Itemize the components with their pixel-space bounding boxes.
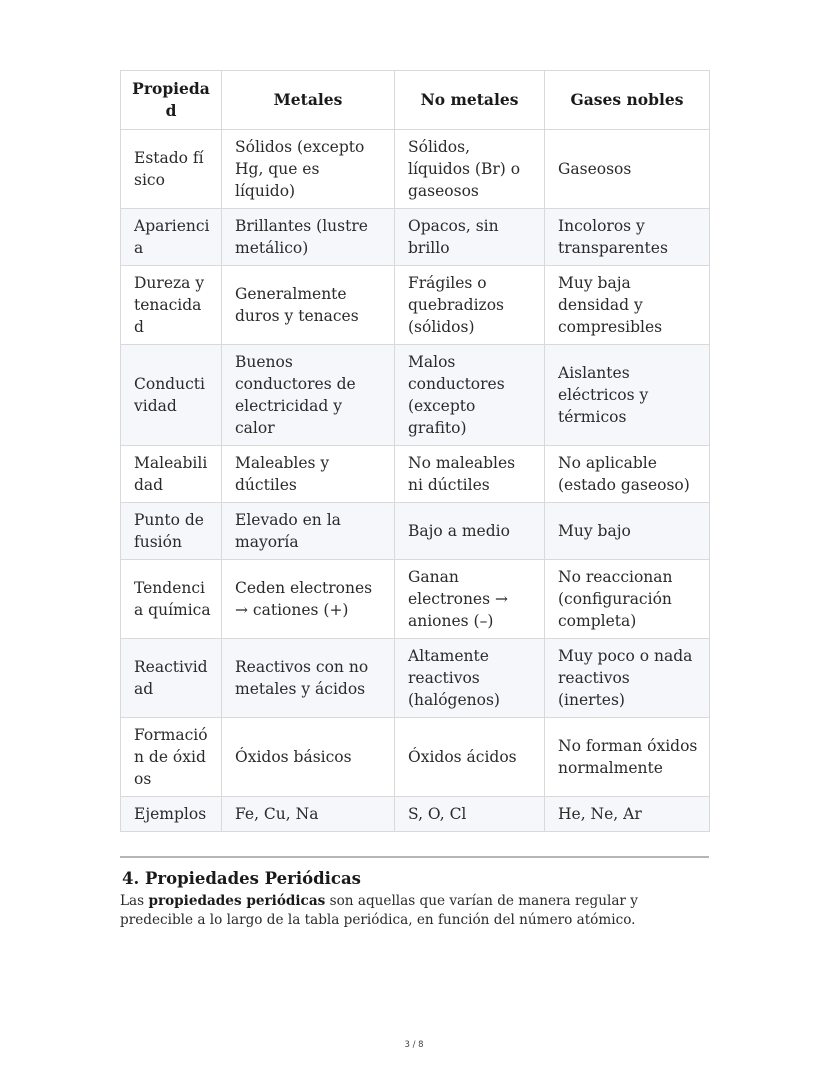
table-row bbox=[121, 639, 710, 718]
table-row bbox=[121, 446, 710, 503]
para-rest: son aquellas que varían de manera regular y predecible a lo largo de la tabla periódica, en función del número atómico. bbox=[120, 893, 638, 928]
gases-nobles-cell: Aislantes eléctricos y térmicos bbox=[545, 345, 710, 446]
gases-nobles-cell: Incoloros y transparentes bbox=[545, 209, 710, 266]
property-cell: Maleabilidad bbox=[121, 446, 222, 503]
property-cell: Formación de óxidos bbox=[121, 718, 222, 797]
table-row bbox=[121, 209, 710, 266]
property-cell: Estado físico bbox=[121, 130, 222, 209]
gases-nobles-cell: Muy baja densidad y compresibles bbox=[545, 266, 710, 345]
table-row bbox=[121, 345, 710, 446]
para-prefix: Las bbox=[120, 893, 149, 909]
property-cell: Reactividad bbox=[121, 639, 222, 718]
properties-comparison-table bbox=[120, 70, 710, 832]
metales-cell: Maleables y dúctiles bbox=[222, 446, 395, 503]
no-metales-cell: Opacos, sin brillo bbox=[395, 209, 545, 266]
property-cell: Punto de fusión bbox=[121, 503, 222, 560]
metales-cell: Fe, Cu, Na bbox=[222, 797, 395, 832]
table-header-row bbox=[121, 71, 710, 130]
gases-nobles-cell: No forman óxidos normalmente bbox=[545, 718, 710, 797]
table-row bbox=[121, 130, 710, 209]
no-metales-cell: No maleables ni dúctiles bbox=[395, 446, 545, 503]
para-bold-term: propiedades periódicas bbox=[148, 893, 326, 909]
gases-nobles-cell: He, Ne, Ar bbox=[545, 797, 710, 832]
gases-nobles-cell: Muy bajo bbox=[545, 503, 710, 560]
section-paragraph bbox=[120, 892, 715, 930]
property-cell: Tendencia química bbox=[121, 560, 222, 639]
header-no-metales: No metales bbox=[395, 71, 545, 130]
metales-cell: Ceden electrones → cationes (+) bbox=[222, 560, 395, 639]
section-divider bbox=[120, 856, 709, 858]
metales-cell: Buenos conductores de electricidad y calor bbox=[222, 345, 395, 446]
property-cell: Dureza y tenacidad bbox=[121, 266, 222, 345]
no-metales-cell: Sólidos, líquidos (Br) o gaseosos bbox=[395, 130, 545, 209]
no-metales-cell: Altamente reactivos (halógenos) bbox=[395, 639, 545, 718]
property-cell: Apariencia bbox=[121, 209, 222, 266]
no-metales-cell: Óxidos ácidos bbox=[395, 718, 545, 797]
table-row bbox=[121, 503, 710, 560]
table-row bbox=[121, 797, 710, 832]
no-metales-cell: Frágiles o quebradizos (sólidos) bbox=[395, 266, 545, 345]
header-metales: Metales bbox=[222, 71, 395, 130]
header-propiedad: Propiedad bbox=[121, 71, 222, 130]
table-row bbox=[121, 266, 710, 345]
gases-nobles-cell: Muy poco o nada reactivos (inertes) bbox=[545, 639, 710, 718]
metales-cell: Óxidos básicos bbox=[222, 718, 395, 797]
property-cell: Conductividad bbox=[121, 345, 222, 446]
metales-cell: Reactivos con no metales y ácidos bbox=[222, 639, 395, 718]
section-title: 4. Propiedades Periódicas bbox=[122, 869, 361, 888]
table-row bbox=[121, 560, 710, 639]
metales-cell: Generalmente duros y tenaces bbox=[222, 266, 395, 345]
page-number: 3 / 8 bbox=[404, 1040, 424, 1050]
metales-cell: Sólidos (excepto Hg, que es líquido) bbox=[222, 130, 395, 209]
no-metales-cell: Malos conductores (excepto grafito) bbox=[395, 345, 545, 446]
header-gases-nobles: Gases nobles bbox=[545, 71, 710, 130]
gases-nobles-cell: No aplicable (estado gaseoso) bbox=[545, 446, 710, 503]
metales-cell: Brillantes (lustre metálico) bbox=[222, 209, 395, 266]
property-cell: Ejemplos bbox=[121, 797, 222, 832]
table-row bbox=[121, 718, 710, 797]
no-metales-cell: S, O, Cl bbox=[395, 797, 545, 832]
gases-nobles-cell: Gaseosos bbox=[545, 130, 710, 209]
metales-cell: Elevado en la mayoría bbox=[222, 503, 395, 560]
no-metales-cell: Bajo a medio bbox=[395, 503, 545, 560]
no-metales-cell: Ganan electrones → aniones (–) bbox=[395, 560, 545, 639]
gases-nobles-cell: No reaccionan (configuración completa) bbox=[545, 560, 710, 639]
